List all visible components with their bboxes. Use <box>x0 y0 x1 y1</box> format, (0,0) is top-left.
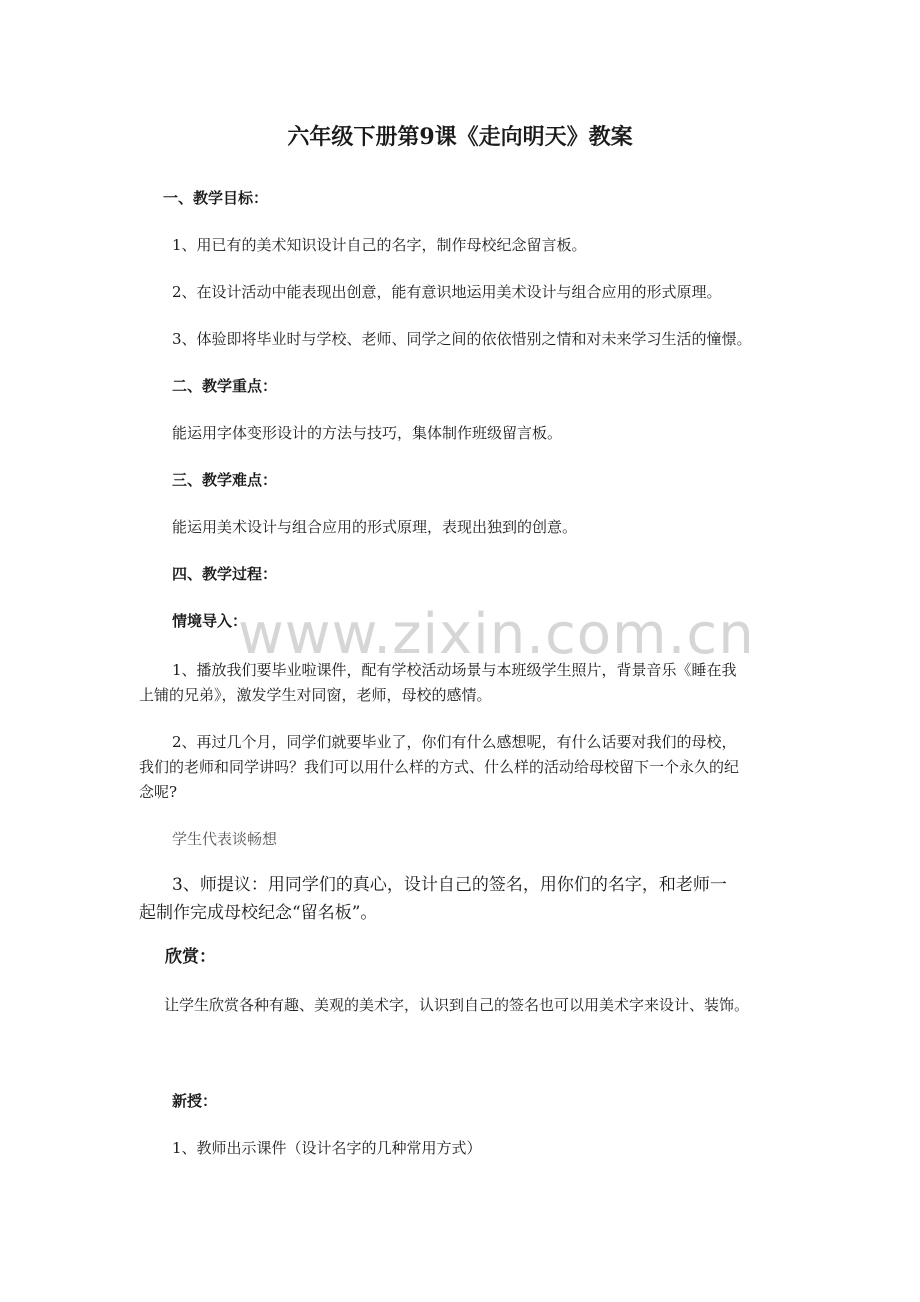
appreciate-heading: 欣赏： <box>165 947 216 967</box>
objective-1: 1、用已有的美术知识设计自己的名字，制作母校纪念留言板。 <box>172 236 587 254</box>
keypoint-text: 能运用字体变形设计的方法与技巧，集体制作班级留言板。 <box>172 424 563 442</box>
page-title: 六年级下册第9课《走向明天》教案 <box>287 124 633 150</box>
objectives-heading: 一、教学目标： <box>163 189 269 207</box>
difficulty-heading: 三、教学难点： <box>172 471 278 489</box>
difficulty-text: 能运用美术设计与组合应用的形式原理，表现出独到的创意。 <box>172 518 578 536</box>
intro-2-line3: 念呢? <box>139 783 178 801</box>
student-note: 学生代表谈畅想 <box>172 830 278 848</box>
intro-3-line2: 起制作完成母校纪念“留名板”。 <box>139 903 378 923</box>
intro-1-line2: 上铺的兄弟》，激发学生对同窗，老师，母校的感情。 <box>139 686 492 704</box>
appreciate-text: 让学生欣赏各种有趣、美观的美术字，认识到自己的签名也可以用美术字来设计、装饰。 <box>164 996 750 1014</box>
watermark: www.zixin.com.cn <box>238 602 755 667</box>
new-heading: 新授： <box>172 1092 218 1110</box>
intro-heading: 情境导入： <box>172 612 248 630</box>
new-1: 1、教师出示课件（设计名字的几种常用方式） <box>172 1139 482 1157</box>
intro-2-line2: 我们的老师和同学讲吗？我们可以用什么样的方式、什么样的活动给母校留下一个永久的纪 <box>139 758 740 776</box>
objective-2: 2、在设计活动中能表现出创意，能有意识地运用美术设计与组合应用的形式原理。 <box>172 283 722 301</box>
keypoint-heading: 二、教学重点： <box>172 377 278 395</box>
intro-3-line1: 3、师提议：用同学们的真心，设计自己的签名，用你们的名字，和老师一 <box>172 875 727 895</box>
objective-3: 3、体验即将毕业时与学校、老师、同学之间的依依惜别之情和对未来学习生活的憧憬。 <box>172 330 752 348</box>
process-heading: 四、教学过程： <box>172 565 278 583</box>
intro-1-line1: 1、播放我们要毕业啦课件，配有学校活动场景与本班级学生照片，背景音乐《睡在我 <box>172 661 737 679</box>
intro-2-line1: 2、再过几个月，同学们就要毕业了，你们有什么感想呢，有什么话要对我们的母校， <box>172 733 737 751</box>
